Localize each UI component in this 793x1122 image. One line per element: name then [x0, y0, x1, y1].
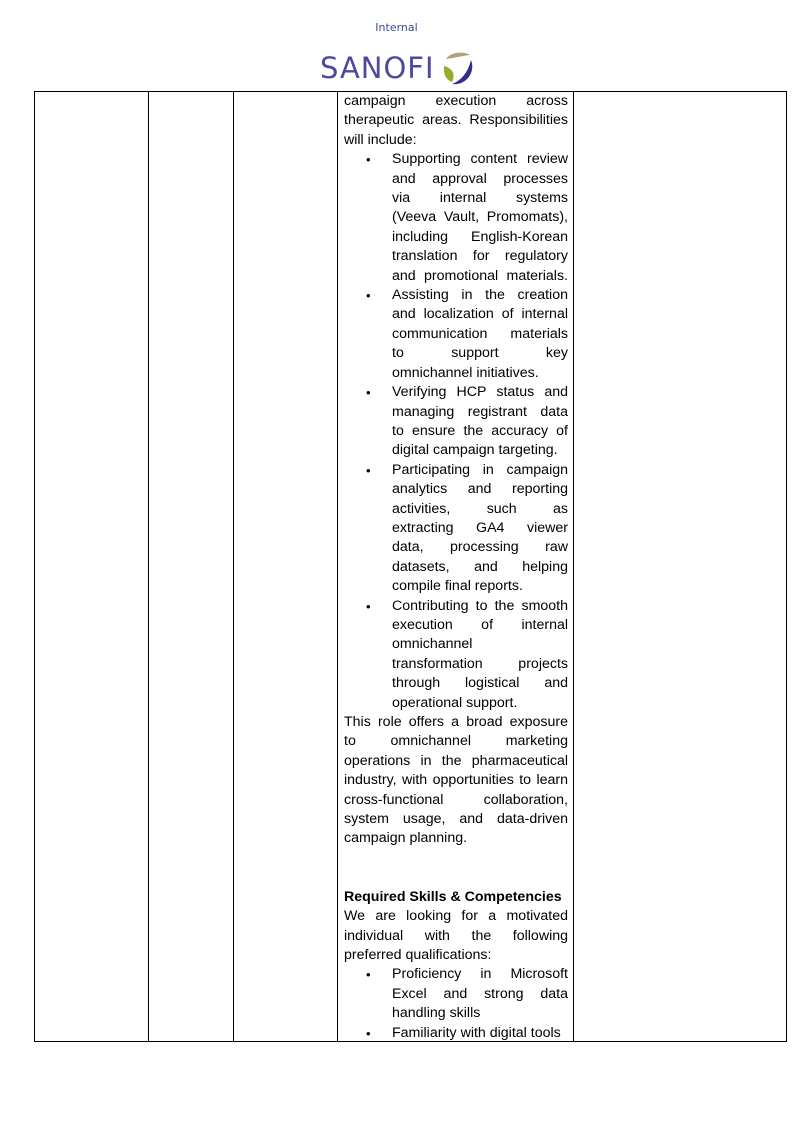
text-line: Verifying HCP status and	[392, 384, 568, 401]
list-item	[344, 597, 568, 713]
text-line: via internal systems	[392, 190, 568, 207]
text-line: communication materials	[392, 325, 568, 342]
text-line: This role offers a broad exposure	[344, 714, 568, 730]
text-line: transformation projects	[392, 655, 568, 672]
column-divider	[233, 92, 234, 1041]
bullet-icon: •	[366, 288, 371, 304]
text-line: and approval processes	[392, 170, 568, 187]
text-line: operational support.	[392, 694, 518, 711]
text-line: handling skills	[392, 1005, 481, 1022]
text-line: and localization of internal	[392, 306, 568, 323]
skills-heading: Required Skills & Competencies	[344, 888, 562, 905]
text-line: omnichannel	[392, 636, 473, 653]
text-line: Excel and strong data	[392, 985, 568, 1002]
text-line: including English-Korean	[392, 228, 568, 245]
bullet-icon: •	[366, 967, 371, 983]
text-line: (Veeva Vault, Promomats),	[392, 209, 568, 226]
text-line: individual with the following	[344, 927, 568, 944]
text-line: extracting GA4 viewer	[392, 519, 568, 536]
text-line: Assisting in the creation	[392, 287, 568, 304]
bullet-icon: •	[366, 1025, 371, 1041]
text-line: omnichannel initiatives.	[392, 364, 539, 381]
text-line: Contributing to the smooth	[392, 597, 568, 614]
text-line: industry, with opportunities to learn	[344, 772, 568, 789]
intro-paragraph	[344, 92, 568, 150]
text-line: Supporting content review	[392, 151, 568, 168]
bullet-icon: •	[366, 462, 371, 478]
text-line: to support key	[392, 345, 568, 362]
skills-list	[344, 965, 568, 1043]
list-item	[344, 383, 568, 461]
text-line: Proficiency in Microsoft	[392, 966, 568, 983]
text-line: preferred qualifications:	[344, 947, 492, 964]
column-divider	[337, 92, 338, 1041]
list-item	[344, 461, 568, 597]
bullet-icon: •	[366, 152, 371, 168]
text-line: to ensure the accuracy of	[392, 422, 568, 439]
responsibilities-list	[344, 150, 568, 713]
text-line: system usage, and data-driven	[344, 811, 568, 828]
text-line: datasets, and helping	[392, 558, 568, 575]
text-line: to omnichannel marketing	[344, 733, 568, 750]
text-line: will include:	[344, 131, 417, 148]
skills-intro	[344, 907, 568, 965]
summary-paragraph	[344, 713, 568, 849]
text-line: managing registrant data	[392, 403, 568, 420]
text-line: Participating in campaign	[392, 461, 568, 478]
text-line: translation for regulatory	[392, 248, 568, 265]
text-line: activities, such as	[392, 500, 568, 517]
text-line: therapeutic areas. Responsibilities	[344, 112, 568, 129]
text-line: through logistical and	[392, 675, 568, 692]
text-line: We are looking for a motivated	[344, 908, 568, 925]
text-line: cross-functional collaboration,	[344, 791, 568, 808]
text-line: and promotional materials.	[392, 267, 568, 284]
list-item	[344, 1024, 568, 1043]
logo-text: SANOFI	[320, 51, 435, 85]
list-item	[344, 286, 568, 383]
column-divider	[573, 92, 574, 1041]
text-line: operations in the pharmaceutical	[344, 752, 568, 769]
text-line: execution of internal	[392, 616, 568, 633]
job-description-cell	[344, 92, 568, 1043]
text-line: analytics and reporting	[392, 481, 568, 498]
text-line: campaign planning.	[344, 830, 468, 847]
list-item	[344, 965, 568, 1023]
text-line: Familiarity with digital tools	[392, 1024, 561, 1041]
classification-label: Internal	[375, 21, 418, 34]
blank-space	[344, 849, 568, 888]
bullet-icon: •	[366, 598, 371, 614]
text-line: campaign execution across	[344, 93, 568, 109]
text-line: data, processing raw	[392, 539, 568, 556]
text-line: digital campaign targeting.	[392, 442, 558, 459]
sanofi-swoosh-icon	[440, 50, 474, 86]
bullet-icon: •	[366, 385, 371, 401]
text-line: compile final reports.	[392, 578, 523, 595]
list-item	[344, 150, 568, 286]
column-divider	[148, 92, 149, 1041]
sanofi-logo	[320, 50, 474, 86]
document-table	[34, 91, 787, 1042]
